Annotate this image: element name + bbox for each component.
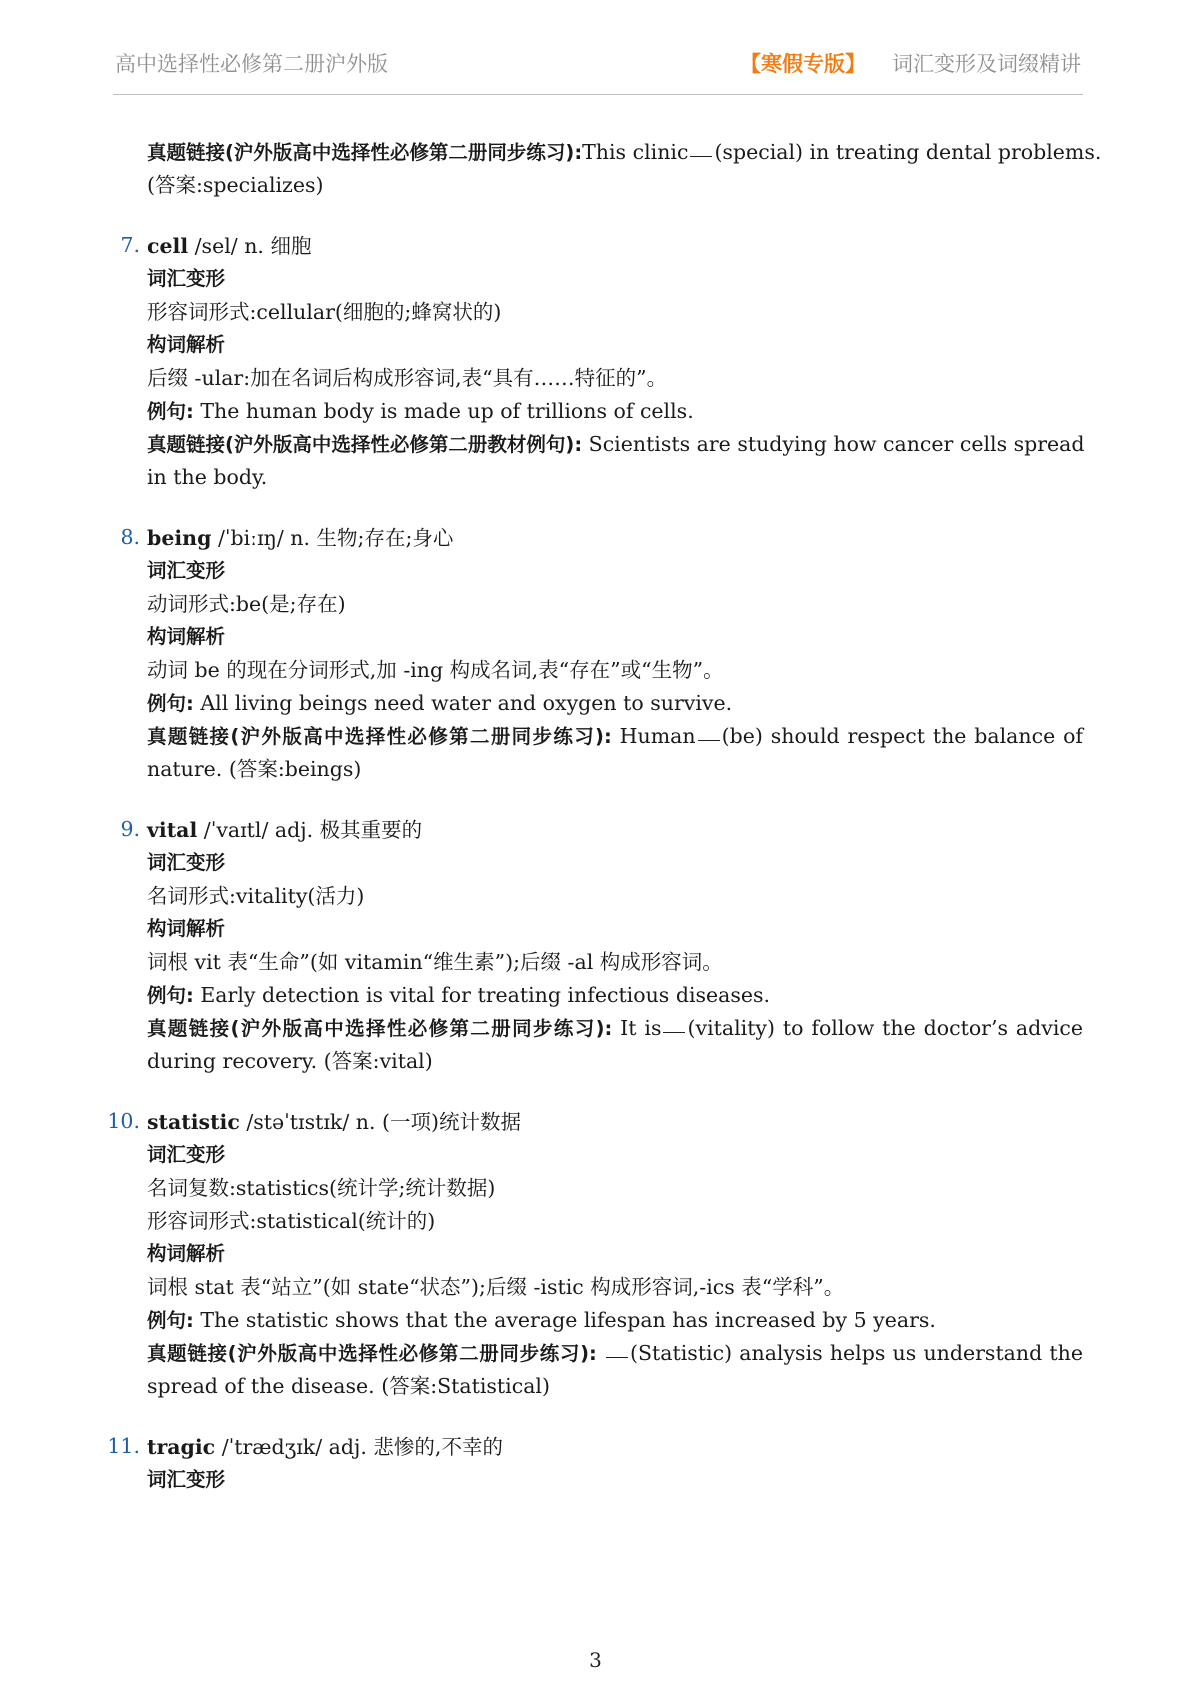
- analysis-text: 动词 be 的现在分词形式,加 -ing 构成名词,表“存在”或“生物”。: [147, 658, 724, 682]
- link-line-2: nature. (答案:beings): [147, 757, 362, 781]
- meaning: 极其重要的: [319, 818, 423, 842]
- link-post: (be) should respect the balance of: [721, 724, 1083, 748]
- header-section-title: 词汇变形及词缀精讲: [892, 52, 1081, 76]
- variant-item: 名词复数:statistics(统计学;统计数据): [147, 1176, 496, 1200]
- entry-number: 9.: [120, 817, 140, 841]
- link-label: 真题链接(沪外版高中选择性必修第二册同步练习):: [147, 1342, 597, 1365]
- link-line: [147, 1015, 1083, 1042]
- variant-item: 形容词形式:statistical(统计的): [147, 1209, 436, 1233]
- part-of-speech: n.: [355, 1110, 376, 1134]
- entry-headword-line: [147, 525, 1083, 551]
- link-pre: This clinic: [582, 140, 689, 164]
- link-line-2: in the body.: [147, 465, 268, 489]
- example-line: [147, 1307, 1083, 1334]
- variant-heading: 词汇变形: [147, 559, 226, 582]
- variant-heading: 词汇变形: [147, 267, 226, 290]
- phonetic: /ˈtrædʒɪk/: [221, 1435, 323, 1459]
- headword: statistic: [147, 1110, 240, 1134]
- variant-item: 动词形式:be(是;存在): [147, 592, 346, 616]
- example-label: 例句:: [147, 400, 194, 423]
- variant-item: 名词形式:vitality(活力): [147, 884, 365, 908]
- link-label: 真题链接(沪外版高中选择性必修第二册同步练习):: [147, 725, 612, 748]
- link-line: [147, 1340, 1083, 1367]
- link-pre: It is: [620, 1016, 662, 1040]
- link-line-2: spread of the disease. (答案:Statistical): [147, 1374, 550, 1398]
- analysis-text: 后缀 -ular:加在名词后构成形容词,表“具有……特征的”。: [147, 366, 668, 390]
- link-post: (vitality) to follow the doctor’s advice: [687, 1016, 1083, 1040]
- entry-headword-line: [147, 1434, 1083, 1460]
- link-line: [147, 723, 1083, 750]
- headword: being: [147, 526, 212, 550]
- analysis-text: 词根 vit 表“生命”(如 vitamin“维生素”);后缀 -al 构成形容词。: [147, 950, 723, 974]
- example-label: 例句:: [147, 984, 194, 1007]
- link-post: (special) in treating dental problems.: [714, 140, 1102, 164]
- link-label: 真题链接(沪外版高中选择性必修第二册同步练习):: [147, 141, 583, 164]
- headword: tragic: [147, 1435, 216, 1459]
- phonetic: /ˈvaɪtl/: [203, 818, 269, 842]
- entry-number: 8.: [120, 525, 140, 549]
- phonetic: /sel/: [194, 234, 238, 258]
- intro-answer: (答案:specializes): [147, 173, 324, 197]
- meaning: 生物;存在;身心: [316, 526, 454, 550]
- headword: cell: [147, 234, 189, 258]
- example-text: The human body is made up of trillions of cells.: [200, 399, 694, 423]
- page-header: [113, 40, 1083, 95]
- analysis-heading: 构词解析: [147, 333, 226, 356]
- header-right: [740, 48, 1081, 78]
- link-label: 真题链接(沪外版高中选择性必修第二册同步练习):: [147, 1017, 613, 1040]
- meaning: 悲惨的,不幸的: [373, 1435, 503, 1459]
- link-label: 真题链接(沪外版高中选择性必修第二册教材例句):: [147, 433, 583, 456]
- link-post: (Statistic) analysis helps us understand the: [630, 1341, 1083, 1365]
- part-of-speech: adj.: [274, 818, 314, 842]
- example-text: Early detection is vital for treating infectious diseases.: [200, 983, 771, 1007]
- answer-blank: [663, 1032, 685, 1033]
- example-label: 例句:: [147, 692, 194, 715]
- analysis-heading: 构词解析: [147, 625, 226, 648]
- answer-blank: [606, 1357, 628, 1358]
- example-line: [147, 398, 1083, 425]
- link-line: [147, 431, 1083, 458]
- example-line: [147, 690, 1083, 717]
- analysis-heading: 构词解析: [147, 1242, 226, 1265]
- analysis-text: 词根 stat 表“站立”(如 state“状态”);后缀 -istic 构成形容词,-ics 表“学科”。: [147, 1275, 845, 1299]
- example-line: [147, 982, 1083, 1009]
- link-pre: Scientists are studying how cancer cells spread: [588, 432, 1085, 456]
- header-badge: 【寒假专版】: [740, 51, 866, 76]
- answer-blank: [698, 740, 720, 741]
- part-of-speech: adj.: [328, 1435, 367, 1459]
- header-book-title: 高中选择性必修第二册沪外版: [115, 52, 388, 76]
- entry-headword-line: [147, 1109, 1083, 1135]
- variant-heading: 词汇变形: [147, 1468, 226, 1491]
- intro-link-line: [147, 139, 1102, 166]
- page-number: 3: [589, 1648, 602, 1672]
- variant-item: 形容词形式:cellular(细胞的;蜂窝状的): [147, 300, 502, 324]
- part-of-speech: n.: [290, 526, 310, 550]
- entry-number: 11.: [107, 1434, 140, 1458]
- part-of-speech: n.: [244, 234, 264, 258]
- meaning: 细胞: [270, 234, 312, 258]
- example-text: All living beings need water and oxygen to survive.: [200, 691, 733, 715]
- answer-blank: [690, 156, 712, 157]
- example-label: 例句:: [147, 1309, 194, 1332]
- phonetic: /ˈbiːɪŋ/: [217, 526, 284, 550]
- variant-heading: 词汇变形: [147, 1143, 226, 1166]
- analysis-heading: 构词解析: [147, 917, 226, 940]
- link-line-2: during recovery. (答案:vital): [147, 1049, 433, 1073]
- headword: vital: [147, 818, 198, 842]
- entry-headword-line: [147, 233, 1083, 259]
- entry-headword-line: [147, 817, 1083, 843]
- variant-heading: 词汇变形: [147, 851, 226, 874]
- phonetic: /stəˈtɪstɪk/: [246, 1110, 350, 1134]
- link-pre: Human: [619, 724, 696, 748]
- example-text: The statistic shows that the average lifespan has increased by 5 years.: [200, 1308, 936, 1332]
- entry-number: 7.: [120, 233, 140, 257]
- entry-number: 10.: [107, 1109, 140, 1133]
- meaning: (一项)统计数据: [382, 1110, 522, 1134]
